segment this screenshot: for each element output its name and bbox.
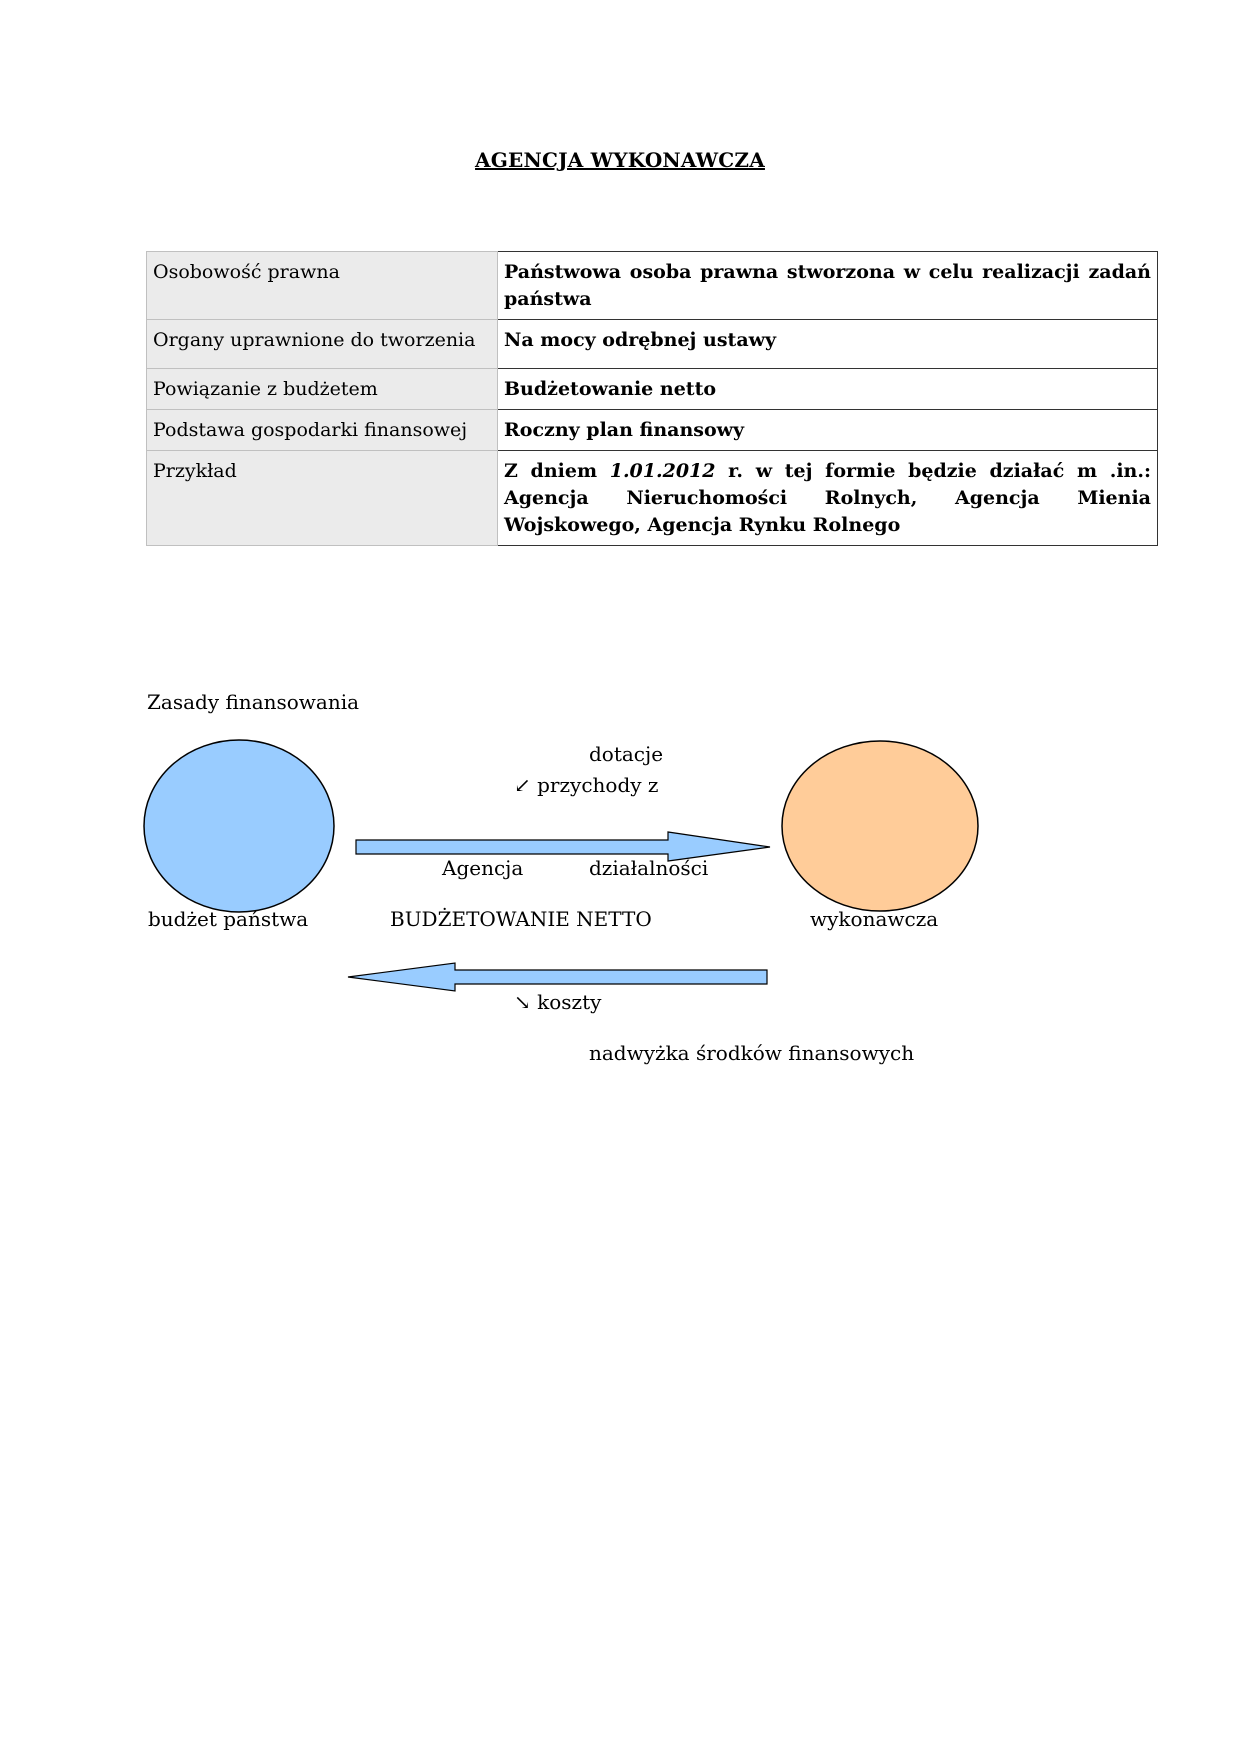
value-text: r. w tej formie będzie działać m .in.: Agencja Nieruchomości Rolnych, Agencja Mienia Wojskowego, Agencja Rynku Rolnego xyxy=(504,460,1152,536)
label-budzetowanie-netto: BUDŻETOWANIE NETTO xyxy=(390,907,652,931)
diagram-heading: Zasady finansowania xyxy=(147,690,360,714)
label-agencja: Agencja xyxy=(442,856,524,880)
label-nadwyzka: nadwyżka środków finansowych xyxy=(589,1041,915,1065)
row-label: Organy uprawnione do tworzenia xyxy=(147,320,498,369)
label-dzialalnosci: działalności xyxy=(589,856,709,880)
row-value: Budżetowanie netto xyxy=(498,369,1158,410)
label-przychody: ↙ przychody z xyxy=(514,773,659,797)
row-label: Podstawa gospodarki finansowej xyxy=(147,410,498,451)
label-koszty: ↘ koszty xyxy=(514,990,602,1014)
document-title: AGENCJA WYKONAWCZA xyxy=(475,148,765,172)
row-label: Przykład xyxy=(147,451,498,546)
label-budzet-panstwa: budżet państwa xyxy=(148,907,309,931)
arrow-left xyxy=(348,963,767,991)
budget-circle xyxy=(144,740,334,912)
agency-circle xyxy=(782,741,978,911)
row-label: Osobowość prawna xyxy=(147,252,498,320)
value-date: 1.01.2012 xyxy=(609,460,716,482)
value-text: Z dniem xyxy=(504,460,610,482)
row-value: Państwowa osoba prawna stworzona w celu realizacji zadań państwa xyxy=(498,252,1158,320)
row-value: Roczny plan finansowy xyxy=(498,410,1158,451)
label-dotacje: dotacje xyxy=(589,742,664,766)
row-value: Na mocy odrębnej ustawy xyxy=(498,320,1158,369)
row-label: Powiązanie z budżetem xyxy=(147,369,498,410)
label-wykonawcza: wykonawcza xyxy=(810,907,939,931)
